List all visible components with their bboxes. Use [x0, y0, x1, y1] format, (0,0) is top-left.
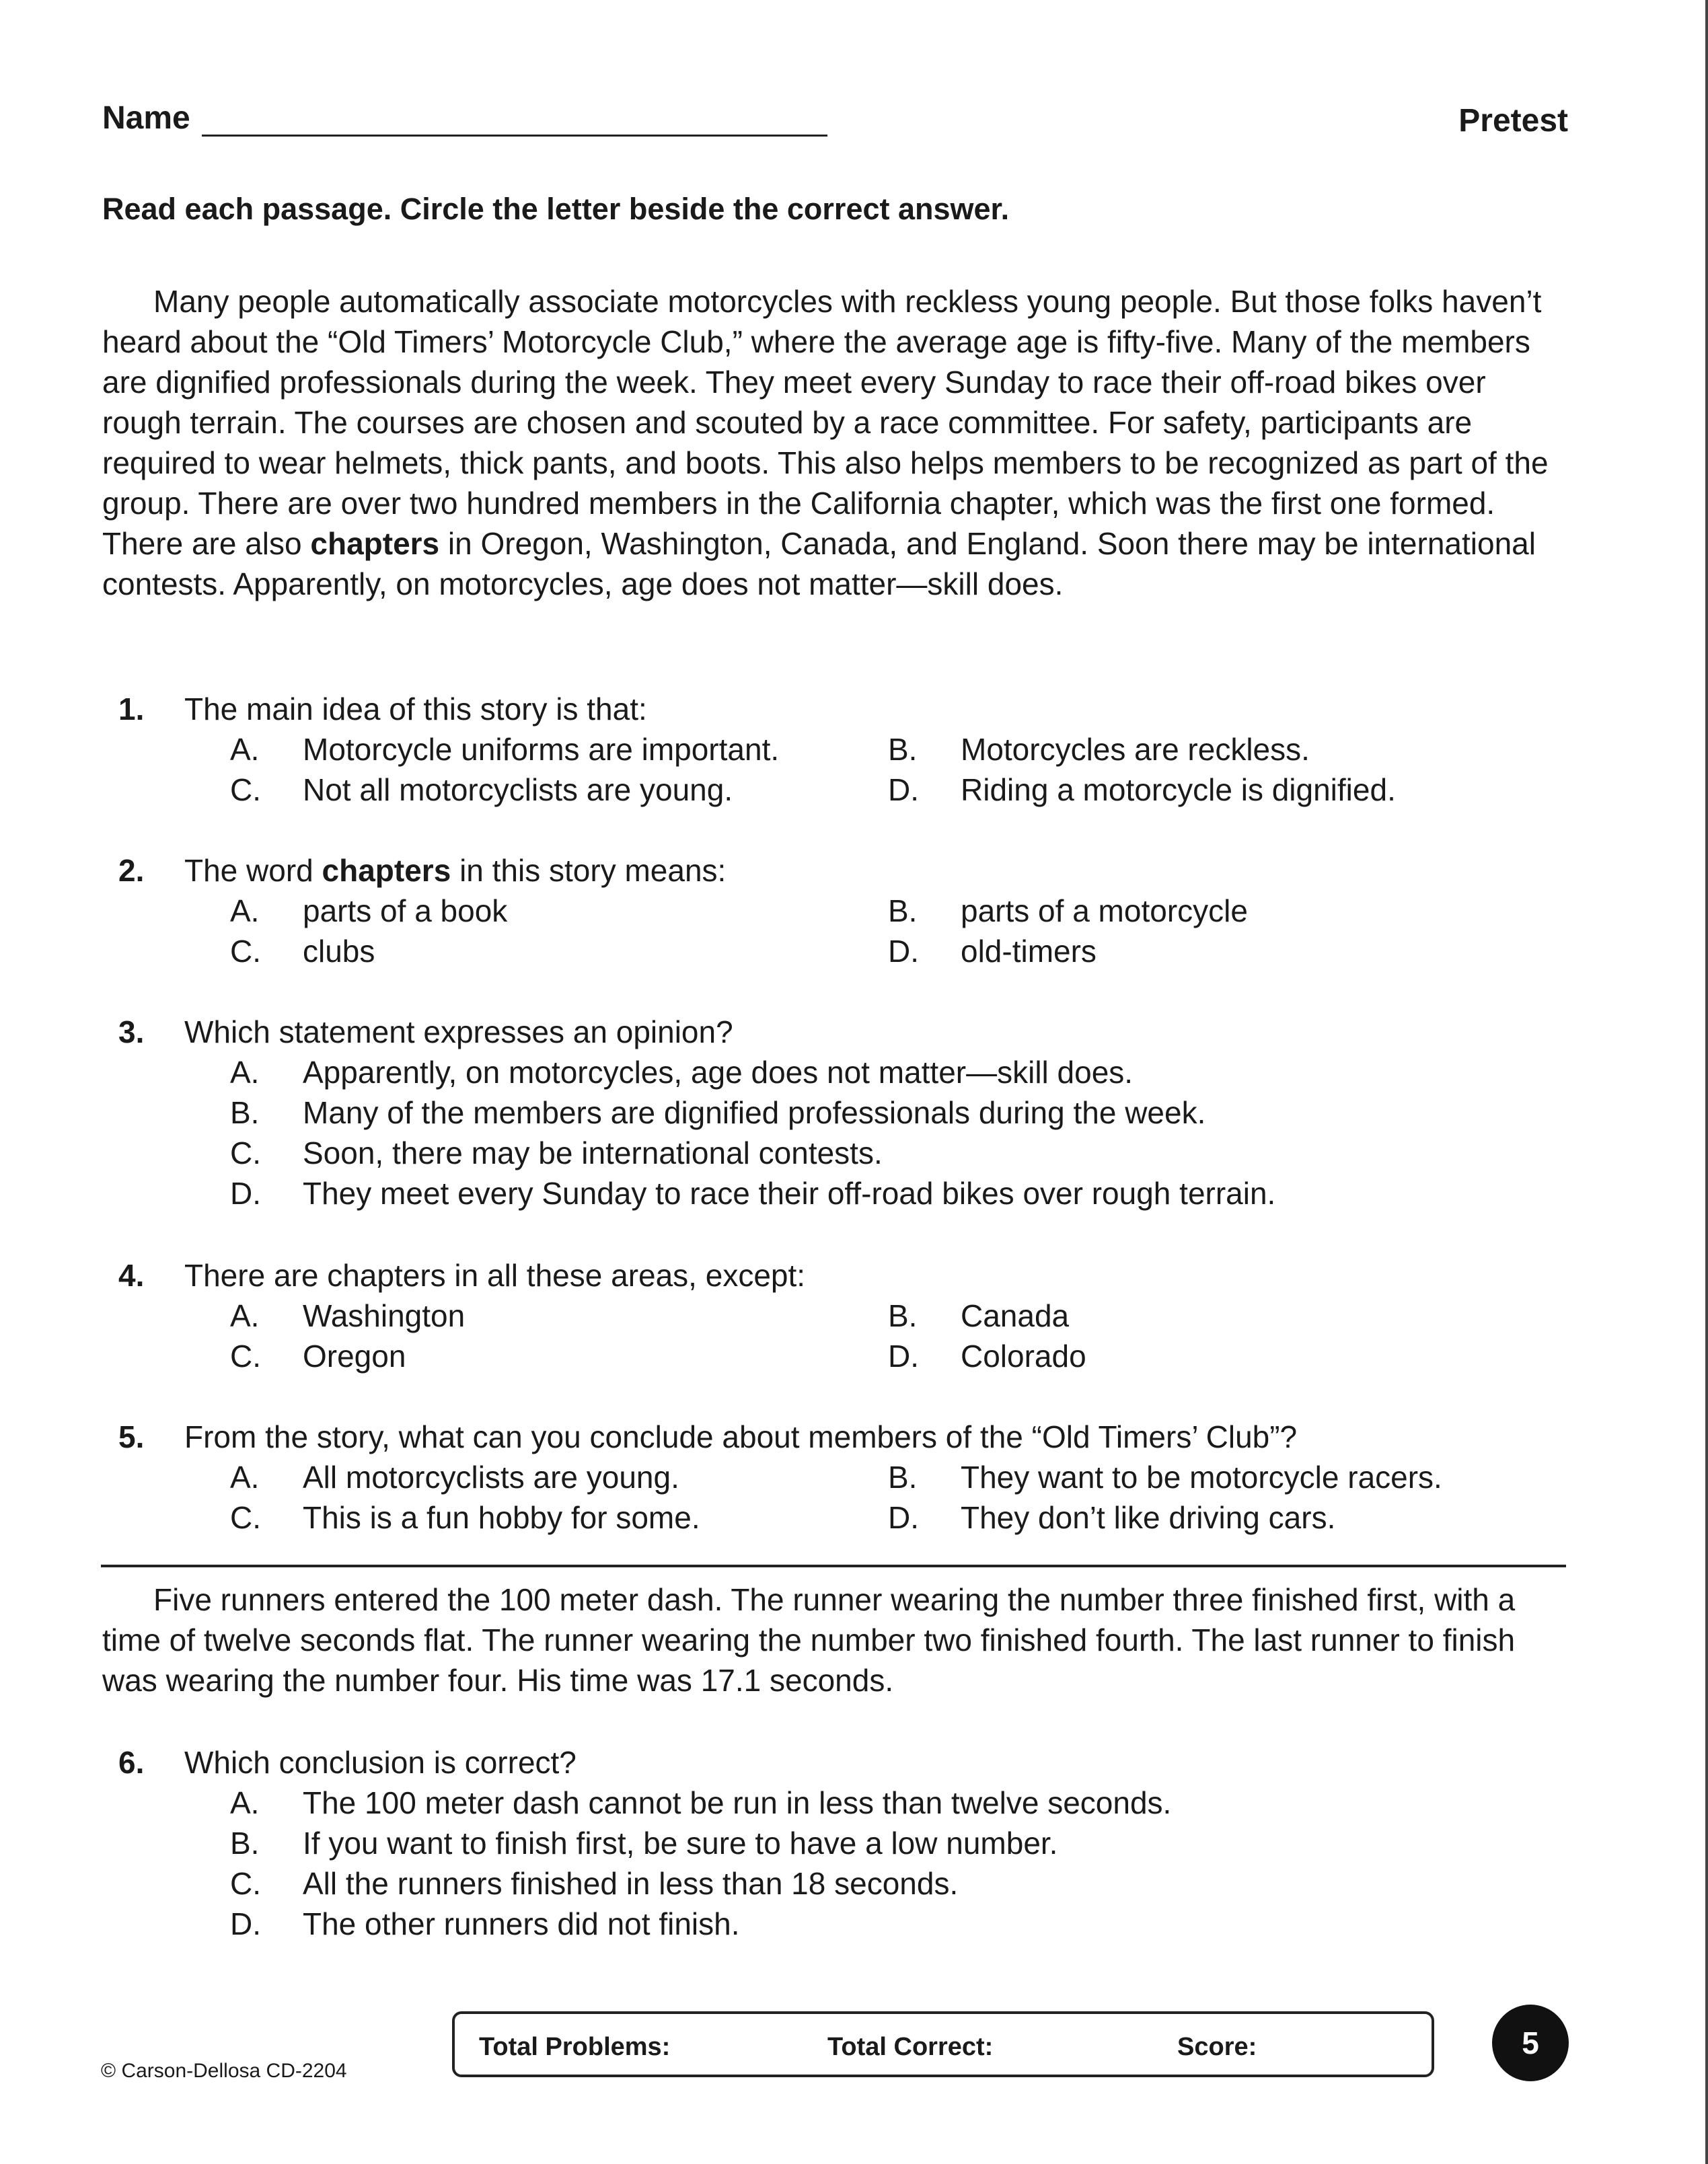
question-number: 5. [118, 1419, 145, 1454]
section-divider [101, 1565, 1566, 1567]
question-stem: Which statement expresses an opinion? [184, 1014, 733, 1049]
question-number: 4. [118, 1258, 145, 1293]
question-number: 6. [118, 1745, 145, 1780]
question-number: 2. [118, 853, 145, 888]
question-number: 1. [118, 692, 145, 726]
question-stem: The main idea of this story is that: [184, 692, 647, 726]
total-correct-label: Total Correct: [827, 2033, 994, 2061]
question-stem: There are chapters in all these areas, except: [184, 1258, 806, 1293]
question-stem: From the story, what can you conclude about members of the “Old Timers’ Club”? [184, 1419, 1298, 1454]
question-stem: Which conclusion is correct? [184, 1745, 577, 1780]
header [102, 94, 1568, 148]
directions: Read each passage. Circle the letter beside the correct answer. [102, 192, 1010, 226]
total-problems-label: Total Problems: [479, 2033, 671, 2061]
name-label: Name [102, 100, 190, 136]
copyright: © Carson-Dellosa CD-2204 [101, 2060, 347, 2082]
page-edge [1705, 0, 1708, 2164]
page-number: 5 [1492, 2005, 1569, 2081]
name-field-line[interactable] [202, 135, 827, 137]
pretest-label: Pretest [1458, 103, 1568, 139]
question-number: 3. [118, 1014, 145, 1049]
question-stem: The word chapters in this story means: [184, 853, 727, 888]
passage-motorcycles: Many people automatically associate motorcycles with reckless young people. But those folks haven’t heard about the “Old Timers’ Motorcycle Club,” where the average age is fifty-five. Many of the members are dignified professionals during the week. They meet every Sunday to race their off-road bikes over rough terrain. The courses are chosen and scouted by a race committee. For safety, participants are required to wear helmets, thick pants, and boots. This also helps members to be recognized as part of the group. There are over two hundred members in the California chapter, which was the first one formed. There are also chapters in Oregon, Washington, Canada, and England. Soon there may be international contests. Apparently, on motorcycles, age does not matter—skill does. [102, 284, 1549, 601]
score-box [452, 2011, 1434, 2077]
passage-runners: Five runners entered the 100 meter dash. The runner wearing the number three finished first, with a time of twelve seconds flat. The runner wearing the number two finished fourth. The last runner to finish was wearing the number four. His time was 17.1 seconds. [102, 1582, 1516, 1698]
score-label: Score: [1177, 2033, 1257, 2061]
